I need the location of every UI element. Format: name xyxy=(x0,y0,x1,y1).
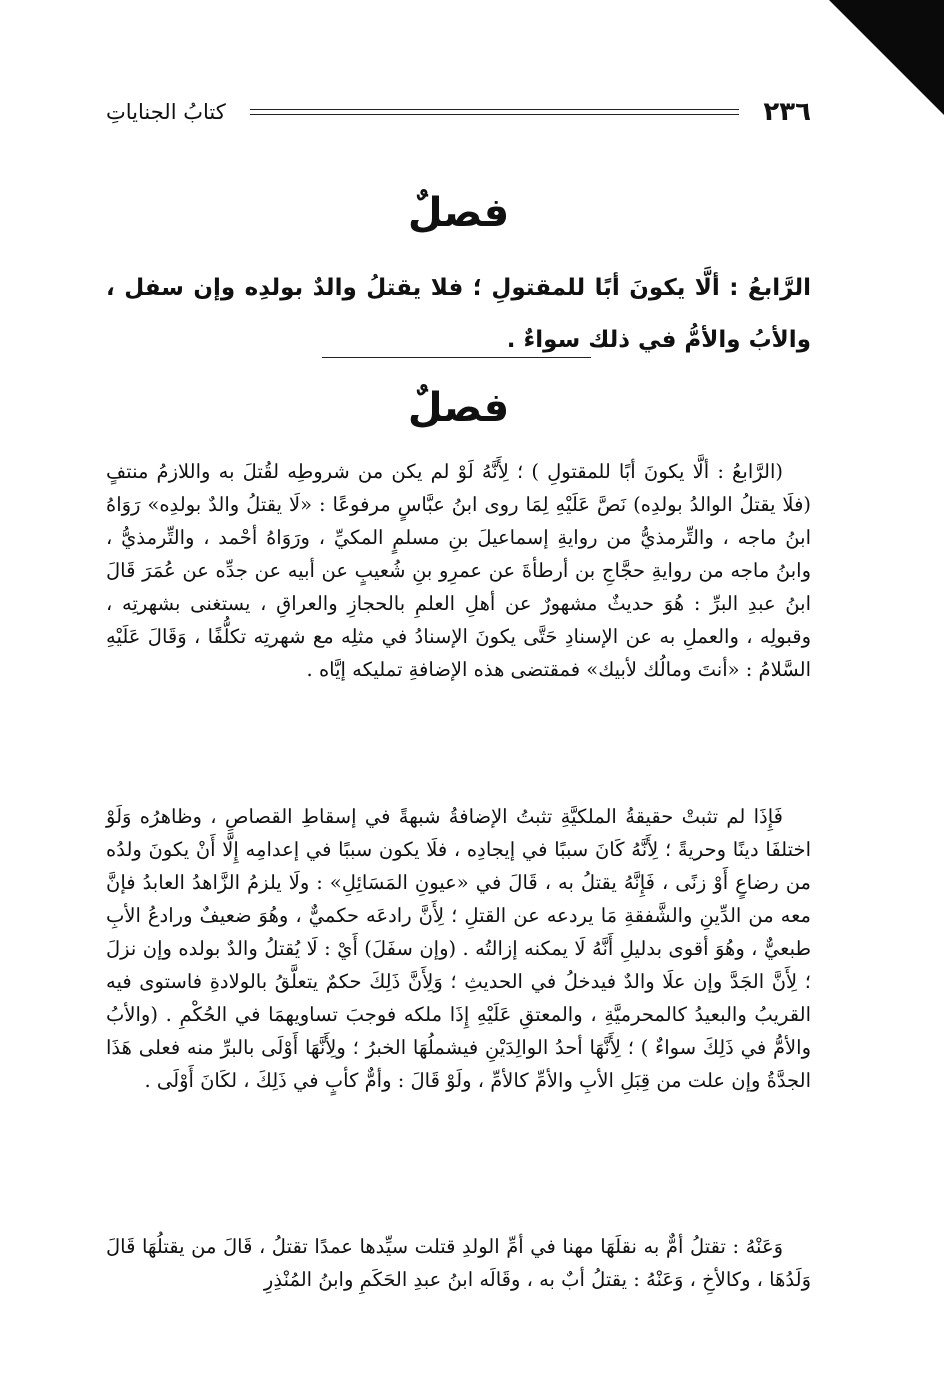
paragraph-text: (الرَّابعُ : ألَّا يكونَ أبًا للمقتولِ ) ؛ لِأَنَّهُ لَوْ لم يكن من شروطِه لقُتلَ به واللازمُ منتفٍ (فلَا يقتلُ الوالدُ بولدِه) نَصَّ عَلَيْهِ لِمَا روى ابنُ عبَّاسٍ مرفوعًا : «لَا يقتلُ والدٌ بولدِه» رَوَاهُ ابنُ ماجه ، والتِّرمذيُّ من روايةِ إسماعيلَ بنِ مسلمٍ المكيِّ ، ورَوَاهُ أحْمد ، والتِّرمذيُّ ، وابنُ ماجه من روايةِ حجَّاجِ بن أرطأةَ عن عمرِو بنِ شُعيبٍ عن أبيه عن جدِّه عن عُمَرَ قَالَ ابنُ عبدِ البرِّ : هُوَ حديثٌ مشهورٌ عن أهلِ العلمِ بالحجازِ والعراقِ ، يستغنى بشهرتِه ، وقبولِه ، والعملِ به عن الإسنادِ حَتَّى يكونَ الإسنادُ في مثلِه مع شهرتِه تكلُّفًا ، وَقَالَ عَلَيْهِ السَّلامُ : «أنتَ ومالُك لأبيك» فمقتضى هذه الإضافةِ تمليكه إيَّاه . xyxy=(106,460,811,681)
paragraph-text: فَإِذَا لم تثبتْ حقيقةُ الملكيَّةِ تثبتُ الإضافةُ شبهةً في إسقاطِ القصاصِ ، وظاهرُه وَلَوْ اختلفَا دينًا وحريةً ؛ لِأَنَّهُ كَانَ سببًا في إيجادِه ، فلَا يكون سببًا في إعدامِه إِلَّا أَنْ يكونَ ولدُه من رضاعٍ أَوْ زنًى ، فَإِنَّهُ يقتلُ به ، قَالَ في «عيونِ المَسَائِلِ» : ولَا يلزمُ الزَّاهدُ العابدُ فإنَّ معه من الدِّينِ والشَّفقةِ مَا يردعه عن القتلِ ؛ لِأَنَّ رادعَه حكميٌّ ، وهُوَ ضعيفٌ ورادعُ الأبِ طبعيٌّ ، وهُوَ أقوى بدليلِ أَنَّهُ لَا يمكنه إزالتُه . (وإن سفَلَ) أَيْ : لَا يُقتلُ والدٌ بولده وإن نزلَ ؛ لِأَنَّ الجَدَّ وإن علَا والدٌ فيدخلُ في الحديثِ ؛ وَلِأَنَّ ذَلِكَ حكمٌ يتعلَّقُ بالولادةِ فاستوى فيه القريبُ والبعيدُ كالمحرميَّةِ ، والمعتقِ عَلَيْهِ إِذَا ملكه فوجبَ تساويهمَا في الحُكْمِ . (والأبُ والأمُّ في ذَلِكَ سواءٌ ) ؛ لِأَنَّهَا أحدُ الوالِدَيْنِ فيشملُهَا الخبرُ ؛ ولِأَنَّهَا أَوْلَى بالبرِّ منه فعلى هَذَا الجدَّةُ وإن علت من قِبَلِ الأبِ والأمِّ كالأمِّ ، ولَوْ قَالَ : وأمٌّ كأبٍ في ذَلِكَ ، لكَانَ أَوْلَى . xyxy=(106,805,811,1092)
matn-separator-rule xyxy=(322,357,591,358)
commentary-paragraph-1 xyxy=(106,455,811,686)
section-heading-1: فصلٌ xyxy=(407,190,510,236)
page-number: ٢٣٦ xyxy=(763,97,811,127)
matn-text: الرَّابعُ : ألَّا يكونَ أبًا للمقتولِ ؛ فلا يقتلُ والدٌ بولدِه وإن سفل ، والأبُ والأمُّ في ذلك سواءٌ . xyxy=(106,275,811,353)
page-header xyxy=(106,92,811,132)
header-rule xyxy=(250,109,740,115)
commentary-paragraph-3 xyxy=(106,1230,811,1296)
section-heading-2: فصلٌ xyxy=(407,385,510,431)
running-title: كتابُ الجناياتِ xyxy=(106,100,226,124)
paragraph-text: وَعَنْهُ : تقتلُ أمٌّ به نقلَهَا مهنا في أمِّ الولدِ قتلت سيِّدها عمدًا تقتلُ ، قَالَ من يقتلُهَا قَالَ وَلَدُهَا ، وكالأخِ ، وَعَنْهُ : يقتلُ أبٌ به ، وقَالَه ابنُ عبدِ الحَكَمِ وابنُ المُنْذِرِ xyxy=(106,1235,811,1291)
page-corner-fold xyxy=(829,0,944,115)
commentary-paragraph-2 xyxy=(106,800,811,1097)
